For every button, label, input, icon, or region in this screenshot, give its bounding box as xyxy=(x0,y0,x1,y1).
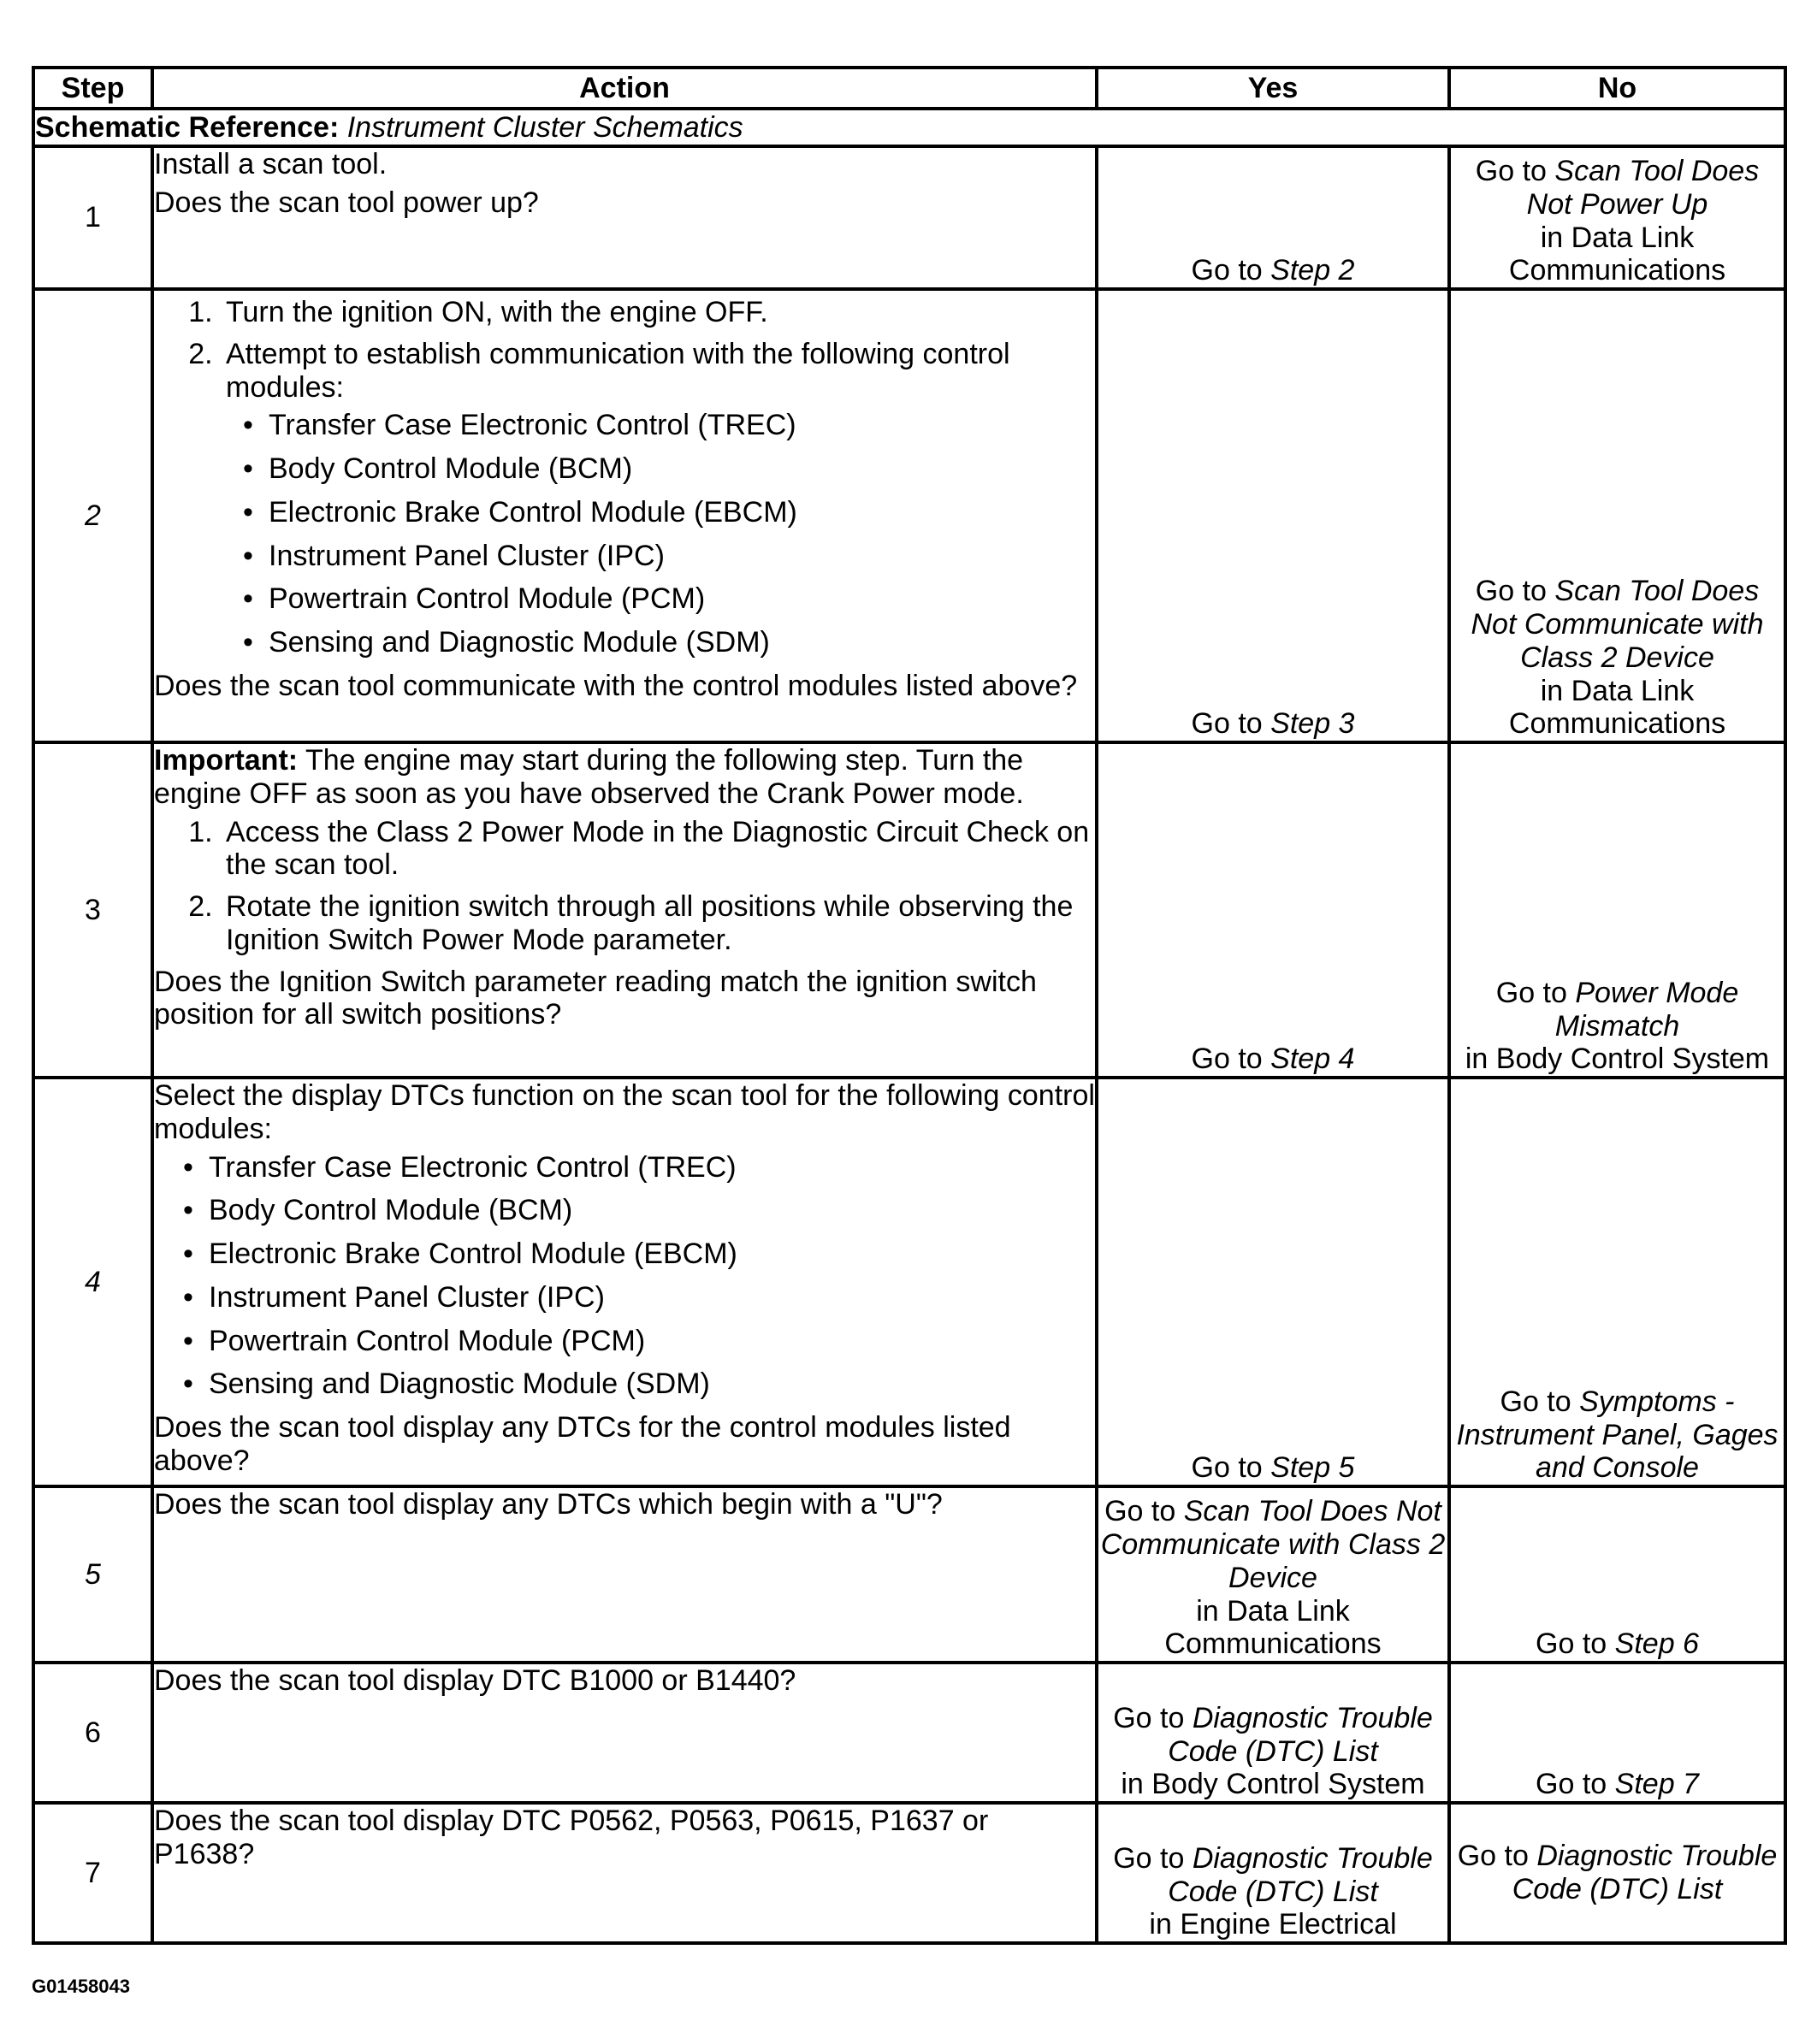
goto-prefix: Go to xyxy=(1113,1841,1185,1875)
goto-prefix: Go to xyxy=(1113,1701,1185,1734)
action-intro: Select the display DTCs function on the scan tool for the following control modules: xyxy=(154,1079,1095,1145)
action-cell xyxy=(152,1486,1097,1663)
list-item: 1. Turn the ignition ON, with the engine OFF. xyxy=(221,296,1095,329)
table-row xyxy=(33,742,1785,1078)
list-item: • Powertrain Control Module (PCM) xyxy=(183,1325,1095,1358)
step-number: 5 xyxy=(33,1486,152,1663)
action-cell xyxy=(152,289,1097,742)
goto-link[interactable]: Scan Tool Does Not Communicate with Class 2 Device xyxy=(1100,1495,1446,1594)
module-list xyxy=(183,1151,1095,1402)
table-row xyxy=(33,1803,1785,1943)
list-item: • Instrument Panel Cluster (IPC) xyxy=(183,1281,1095,1314)
list-item: • Powertrain Control Module (PCM) xyxy=(243,582,1095,616)
action-question: Does the scan tool display DTC B1000 or B1440? xyxy=(154,1664,796,1697)
header-action: Action xyxy=(152,68,1097,109)
yes-cell xyxy=(1097,1663,1449,1803)
goto-link[interactable]: Diagnostic Trouble Code (DTC) List xyxy=(1512,1840,1778,1905)
goto-suffix: in Body Control System xyxy=(1121,1768,1425,1801)
list-item: • Transfer Case Electronic Control (TREC) xyxy=(183,1151,1095,1184)
step-number: 1 xyxy=(33,146,152,289)
header-yes: Yes xyxy=(1097,68,1449,109)
action-cell xyxy=(152,1078,1097,1486)
no-cell xyxy=(1449,1663,1785,1803)
important-label: Important: xyxy=(154,744,299,777)
action-question: Does the scan tool display any DTCs which begin with a "U"? xyxy=(154,1488,943,1521)
list-item: • Sensing and Diagnostic Module (SDM) xyxy=(183,1368,1095,1401)
goto-link[interactable]: Power Mode Mismatch xyxy=(1554,976,1739,1043)
action-cell xyxy=(152,146,1097,289)
goto-link[interactable]: Step 7 xyxy=(1614,1768,1699,1801)
goto-link[interactable]: Step 4 xyxy=(1270,1043,1355,1076)
goto-suffix: in Data Link Communications xyxy=(1164,1594,1382,1661)
list-item: • Transfer Case Electronic Control (TREC) xyxy=(243,409,1095,442)
step-number: 4 xyxy=(33,1078,152,1486)
goto-prefix: Go to xyxy=(1191,1451,1263,1485)
list-item xyxy=(221,338,1095,659)
goto-prefix: Go to xyxy=(1104,1495,1176,1528)
goto-link[interactable]: Step 5 xyxy=(1270,1451,1355,1485)
goto-suffix: in Body Control System xyxy=(1465,1043,1770,1076)
no-cell xyxy=(1449,1078,1785,1486)
goto-prefix: Go to xyxy=(1475,575,1547,608)
yes-cell xyxy=(1097,1486,1449,1663)
goto-suffix: in Engine Electrical xyxy=(1149,1908,1397,1941)
action-text: Install a scan tool. xyxy=(154,148,388,180)
goto-link[interactable]: Diagnostic Trouble Code (DTC) List xyxy=(1168,1701,1433,1768)
yes-cell xyxy=(1097,146,1449,289)
goto-link[interactable]: Step 3 xyxy=(1270,707,1355,741)
goto-link[interactable]: Scan Tool Does Not Power Up xyxy=(1526,155,1760,221)
no-cell xyxy=(1449,146,1785,289)
header-step: Step xyxy=(33,68,152,109)
action-question: Does the scan tool display DTC P0562, P0563, P0615, P1637 or P1638? xyxy=(154,1805,989,1870)
list-item: • Electronic Brake Control Module (EBCM) xyxy=(183,1238,1095,1271)
header-row xyxy=(33,68,1785,109)
list-item: • Body Control Module (BCM) xyxy=(183,1194,1095,1227)
list-item: • Sensing and Diagnostic Module (SDM) xyxy=(243,626,1095,659)
action-cell xyxy=(152,1803,1097,1943)
action-cell xyxy=(152,742,1097,1078)
goto-suffix: in Data Link Communications xyxy=(1508,221,1726,287)
schematic-reference-row xyxy=(33,109,1785,146)
schematic-reference-link[interactable]: Instrument Cluster Schematics xyxy=(346,110,743,144)
action-question: Does the scan tool display any DTCs for the control modules listed above? xyxy=(154,1411,1011,1477)
goto-prefix: Go to xyxy=(1191,707,1263,741)
list-item: 1. Access the Class 2 Power Mode in the Diagnostic Circuit Check on the scan tool. xyxy=(221,816,1095,883)
goto-suffix: in Data Link Communications xyxy=(1508,674,1726,741)
goto-prefix: Go to xyxy=(1536,1628,1607,1661)
yes-cell xyxy=(1097,289,1449,742)
step-number: 2 xyxy=(33,289,152,742)
yes-cell xyxy=(1097,742,1449,1078)
diagnostic-table xyxy=(32,66,1787,1945)
table-row xyxy=(33,1663,1785,1803)
action-question: Does the scan tool power up? xyxy=(154,186,539,219)
goto-prefix: Go to xyxy=(1500,1385,1571,1418)
goto-link[interactable]: Symptoms - Instrument Panel, Gages and Console xyxy=(1456,1385,1779,1485)
action-question: Does the Ignition Switch parameter reading match the ignition switch position for all switch positions? xyxy=(154,965,1037,1031)
table-row xyxy=(33,1486,1785,1663)
schematic-reference xyxy=(33,109,1785,146)
list-item: • Body Control Module (BCM) xyxy=(243,452,1095,486)
list-item: • Instrument Panel Cluster (IPC) xyxy=(243,540,1095,573)
step-number: 3 xyxy=(33,742,152,1078)
module-list xyxy=(243,409,1095,659)
goto-prefix: Go to xyxy=(1536,1768,1607,1801)
list-item-text: Attempt to establish communication with the following control modules: xyxy=(226,337,1010,404)
no-cell xyxy=(1449,1486,1785,1663)
action-steps xyxy=(154,816,1095,957)
goto-prefix: Go to xyxy=(1191,1043,1263,1076)
no-cell xyxy=(1449,1803,1785,1943)
schematic-reference-label: Schematic Reference: xyxy=(35,110,340,144)
step-number: 6 xyxy=(33,1663,152,1803)
important-text: The engine may start during the following step. Turn the engine OFF as soon as you have observed the Crank Power mode. xyxy=(154,744,1024,810)
goto-prefix: Go to xyxy=(1495,976,1567,1009)
list-item: 2. Rotate the ignition switch through all positions while observing the Ignition Switch Power Mode parameter. xyxy=(221,890,1095,957)
table-row xyxy=(33,289,1785,742)
goto-link[interactable]: Diagnostic Trouble Code (DTC) List xyxy=(1168,1841,1433,1908)
header-no: No xyxy=(1449,68,1785,109)
no-cell xyxy=(1449,289,1785,742)
list-item: • Electronic Brake Control Module (EBCM) xyxy=(243,496,1095,529)
goto-prefix: Go to xyxy=(1457,1840,1529,1873)
yes-cell xyxy=(1097,1078,1449,1486)
no-cell xyxy=(1449,742,1785,1078)
figure-code: G01458043 xyxy=(32,1976,130,1997)
goto-prefix: Go to xyxy=(1191,254,1263,287)
important-note xyxy=(154,744,1095,811)
goto-link[interactable]: Step 2 xyxy=(1270,254,1355,287)
goto-link[interactable]: Step 6 xyxy=(1614,1628,1699,1661)
step-number: 7 xyxy=(33,1803,152,1943)
table-row xyxy=(33,146,1785,289)
yes-cell xyxy=(1097,1803,1449,1943)
goto-prefix: Go to xyxy=(1475,155,1547,187)
action-question: Does the scan tool communicate with the control modules listed above? xyxy=(154,669,1078,702)
table-row xyxy=(33,1078,1785,1486)
action-steps xyxy=(154,296,1095,659)
goto-link[interactable]: Scan Tool Does Not Communicate with Class 2 Device xyxy=(1471,575,1764,674)
action-cell xyxy=(152,1663,1097,1803)
